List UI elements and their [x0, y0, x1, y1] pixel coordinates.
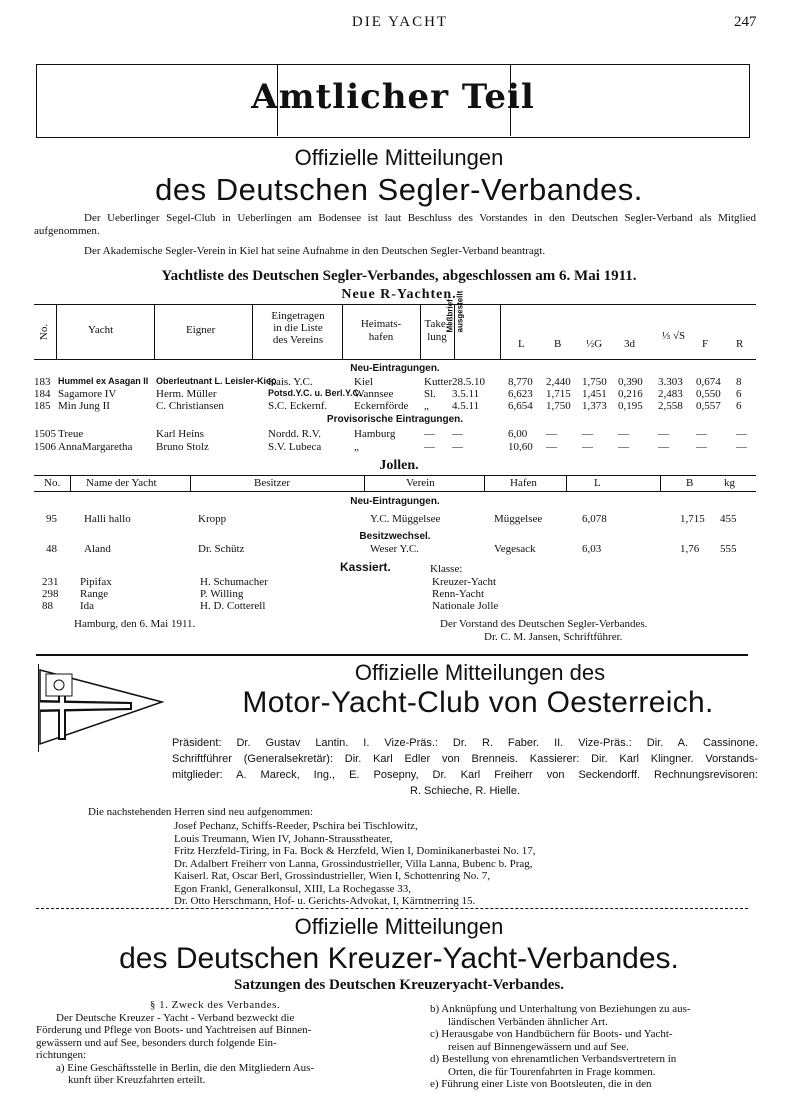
cell-hafen: Hamburg	[354, 428, 396, 440]
cell-F: 0,557	[696, 400, 721, 412]
cell-messbrief: 3.5.11	[452, 388, 480, 400]
cell-takelung: —	[424, 428, 435, 440]
banner-title: Amtlicher Teil	[251, 77, 535, 117]
cell-no: 183	[34, 376, 51, 388]
header-d: 3d	[624, 338, 635, 350]
column-divider	[342, 304, 343, 359]
dsv-paragraph-2: Der Akademische Segler-Verein in Kiel hat seine Aufnahme in den Deutschen Segler-Verband beantragt.	[84, 245, 546, 257]
cell-hafen: „	[354, 441, 359, 453]
header-F: F	[702, 338, 709, 350]
cell-no: 184	[34, 388, 51, 400]
jheader-hafen: Hafen	[510, 477, 537, 489]
section-divider	[36, 908, 748, 909]
section-heading: § 1. Zweck des Verbandes.	[149, 999, 281, 1011]
list-item: Kaiserl. Rat, Oscar Berl, Grossindustrieller, Wien I, Schottenring No. 7,	[174, 870, 491, 882]
cell-yacht: Hummel ex Asagan II	[58, 376, 149, 386]
jheader-B: B	[686, 477, 694, 489]
cell-G: 1,451	[582, 388, 607, 400]
cell-no: 1506	[34, 441, 56, 453]
table-rule	[34, 304, 756, 305]
cell-B: 1,76	[680, 543, 700, 555]
cell-name: Pipifax	[80, 576, 112, 588]
cell-no: 298	[42, 588, 59, 600]
cell-G: —	[582, 441, 593, 453]
header-takelung: Take- lung	[424, 318, 450, 343]
section-divider	[36, 654, 748, 656]
cell-G: 1,373	[582, 400, 607, 412]
myc-heading-2: Motor-Yacht-Club von Oesterreich.	[242, 686, 714, 719]
cell-messbrief: —	[452, 428, 463, 440]
header-yacht: Yacht	[88, 324, 114, 336]
cell-S: 2,483	[658, 388, 683, 400]
jheader-besitzer: Besitzer	[254, 477, 291, 489]
cell-L: 8,770	[508, 376, 533, 388]
cell-hafen: Müggelsee	[494, 513, 543, 525]
jheader-name: Name der Yacht	[86, 477, 157, 489]
page-number: 247	[734, 14, 757, 30]
column-divider	[252, 304, 253, 359]
cell-takelung: —	[424, 441, 435, 453]
cell-no: 185	[34, 400, 51, 412]
header-eingetragen: Eingetragen in die Liste des Vereins	[271, 310, 325, 346]
cell-verein: S.C. Eckernf.	[268, 400, 328, 412]
text-line: Der Deutsche Kreuzer - Yacht - Verband bezweckt die	[56, 1011, 295, 1024]
cell-kg: 455	[720, 513, 737, 525]
cell-yacht: Sagamore IV	[58, 388, 117, 400]
jheader-L: L	[594, 477, 601, 489]
yachtlist-subtitle: Neue R-Yachten.	[341, 287, 457, 302]
cell-R: 8	[736, 376, 742, 388]
cell-B: 1,715	[546, 388, 571, 400]
list-item: Fritz Herzfeld-Tiring, in Fa. Bock & Herzfeld, Wien I, Dominikanerbastei No. 17,	[174, 845, 536, 857]
list-item: Dr. Otto Herschmann, Hof- u. Gerichts-Advokat, I, Kärntnerring 15.	[174, 895, 476, 907]
text-line: d) Bestellung von ehrenamtlichen Verbandsvertretern in	[430, 1053, 677, 1065]
column-divider	[56, 304, 57, 359]
cell-eigner: Karl Heins	[156, 428, 204, 440]
column-divider	[484, 475, 485, 491]
table-rule	[34, 359, 756, 360]
list-item: Josef Pechanz, Schiffs-Reeder, Pschira bei Tischlowitz,	[174, 820, 418, 832]
cell-verein: Kais. Y.C.	[268, 376, 313, 388]
cell-L: 6,00	[508, 428, 528, 440]
cell-messbrief: —	[452, 441, 463, 453]
cell-eigner: Oberleutnant L. Leisler-Kiep	[156, 376, 277, 386]
cell-name: Aland	[84, 543, 111, 555]
table-rule	[34, 491, 756, 492]
cell-F: 0,550	[696, 388, 721, 400]
cell-messbrief: 28.5.10	[452, 376, 485, 388]
cell-klasse: Nationale Jolle	[432, 600, 499, 612]
cell-messbrief: 4.5.11	[452, 400, 480, 412]
text-line: Orten, die für Tourenfahrten in Frage kommen.	[448, 1065, 656, 1078]
cell-besitzer: Kropp	[198, 513, 227, 525]
text-line: reisen auf Binnengewässern und auf See.	[448, 1040, 629, 1053]
klasse-label: Klasse:	[430, 563, 463, 575]
cell-B: —	[546, 441, 557, 453]
dkyv-left-column	[36, 999, 394, 1087]
cell-R: —	[736, 428, 747, 440]
cell-B: 2,440	[546, 376, 571, 388]
cell-no: 95	[46, 513, 57, 525]
cell-verein: S.V. Lubeca	[268, 441, 322, 453]
cell-R: 6	[736, 388, 742, 400]
cell-no: 231	[42, 576, 59, 588]
cell-yacht: Min Jung II	[58, 400, 110, 412]
yachtlist-title: Yachtliste des Deutschen Segler-Verbandes, abgeschlossen am 6. Mai 1911.	[161, 268, 637, 284]
text-line: c) Herausgabe von Handbüchern für Boots- und Yacht-	[430, 1028, 673, 1040]
column-divider	[660, 475, 661, 491]
cell-S: 2,558	[658, 400, 683, 412]
header-R: R	[736, 338, 744, 350]
cell-hafen: Eckernförde	[354, 400, 409, 412]
cell-no: 1505	[34, 428, 56, 440]
header-L: L	[518, 338, 525, 350]
cell-klasse: Renn-Yacht	[432, 588, 485, 600]
cell-eigner: C. Christiansen	[156, 400, 224, 412]
cell-name: Ida	[80, 600, 95, 612]
section-provisorisch: Provisorische Eintragungen.	[326, 414, 464, 425]
cell-d: 0,216	[618, 388, 643, 400]
header-messbrief: Meßbrief ausgestellt	[445, 290, 465, 333]
date-line: Hamburg, den 6. Mai 1911.	[74, 618, 196, 630]
list-item: Louis Treumann, Wien IV, Johann-Strausstheater,	[174, 832, 393, 845]
cell-L: 10,60	[508, 441, 533, 453]
cell-R: 6	[736, 400, 742, 412]
cell-kg: 555	[720, 543, 737, 555]
cell-verein: Potsd.Y.C. u. Berl.Y.C.	[268, 388, 362, 398]
section-neu-eintragungen: Neu-Eintragungen.	[350, 363, 440, 374]
dsv-heading-2: des Deutschen Segler-Verbandes.	[155, 172, 643, 207]
cell-d: 0,195	[618, 400, 643, 412]
cell-verein: Weser Y.C.	[370, 543, 419, 555]
column-divider	[154, 304, 155, 359]
text-line: e) Führung einer Liste von Bootsleuten, die in den	[430, 1078, 652, 1090]
cell-d: —	[618, 428, 629, 440]
signature-line-2: Dr. C. M. Jansen, Schriftführer.	[484, 631, 623, 643]
cell-hafen: Vegesack	[494, 543, 536, 555]
text-line: b) Anknüpfung und Unterhaltung von Beziehungen zu aus-	[430, 1003, 691, 1015]
column-divider	[70, 475, 71, 491]
cell-R: —	[736, 441, 747, 453]
jheader-verein: Verein	[406, 477, 435, 489]
header-eigner: Eigner	[186, 324, 216, 336]
header-S: ⅓ √S	[662, 330, 686, 342]
column-divider	[566, 475, 567, 491]
cell-B: 1,715	[680, 513, 705, 525]
cell-L: 6,623	[508, 388, 533, 400]
header-heimatshafen: Heimats- hafen	[360, 318, 402, 343]
cell-yacht: AnnaMargaretha	[58, 441, 133, 453]
dsv-heading-1: Offizielle Mitteilungen	[294, 145, 504, 170]
dkyv-subtitle: Satzungen des Deutschen Kreuzeryacht-Verbandes.	[234, 977, 564, 993]
cell-F: 0,674	[696, 376, 721, 388]
jollen-title: Jollen.	[379, 458, 419, 473]
list-item: Dr. Adalbert Freiherr von Lanna, Grossindustrieller, Villa Lanna, Bubenc b. Prag,	[174, 857, 533, 870]
section-besitzwechsel: Besitzwechsel.	[359, 531, 431, 542]
header-B: B	[554, 338, 562, 350]
column-divider	[364, 475, 365, 491]
header-G: ½G	[586, 338, 603, 350]
jheader-kg: kg	[724, 477, 735, 489]
section-kassiert: Kassiert.	[340, 560, 391, 574]
cell-besitzer: P. Willing	[200, 588, 244, 600]
cell-no: 48	[46, 543, 57, 555]
text-line: richtungen:	[36, 1049, 87, 1061]
cell-hafen: Wannsee	[354, 388, 394, 400]
header-no: No.	[38, 323, 51, 341]
cell-G: —	[582, 428, 593, 440]
section-neu-eintragungen: Neu-Eintragungen.	[350, 496, 440, 507]
cell-besitzer: H. D. Cotterell	[200, 600, 266, 612]
banner-box	[36, 64, 750, 138]
cell-hafen: Kiel	[354, 376, 373, 388]
dkyv-heading-2: des Deutschen Kreuzer-Yacht-Verbandes.	[119, 942, 679, 975]
cell-B: —	[546, 428, 557, 440]
cell-takelung: Kutter	[424, 376, 453, 388]
member-list	[174, 820, 754, 908]
cell-L: 6,03	[582, 543, 602, 555]
cell-name: Halli hallo	[84, 513, 131, 525]
jheader-no: No.	[44, 477, 61, 489]
myc-heading-1: Offizielle Mitteilungen des	[354, 660, 606, 685]
dsv-paragraph-1: Der Ueberlinger Segel-Club in Ueberlingen am Bodensee ist laut Beschluss des Vorstandes in den Deutschen Segler-Verband als Mitglied aufgenommen.	[34, 212, 756, 237]
cell-eigner: Herm. Müller	[156, 388, 217, 400]
text-line: kunft über Kreuzfahrten erteilt.	[68, 1074, 206, 1086]
column-divider	[190, 475, 191, 491]
text-line: a) Eine Geschäftsstelle in Berlin, die den Mitgliedern Aus-	[56, 1061, 315, 1074]
dkyv-heading-1: Offizielle Mitteilungen	[294, 914, 504, 939]
jollen-table	[34, 475, 756, 643]
cell-L: 6,654	[508, 400, 533, 412]
cell-G: 1,750	[582, 376, 607, 388]
text-line: Förderung und Pflege von Boots- und Yachtreisen auf Binnen-	[36, 1024, 312, 1036]
cell-L: 6,078	[582, 513, 607, 525]
cell-verein: Nordd. R.V.	[268, 428, 321, 440]
myc-board: Präsident: Dr. Gustav Lantin. I. Vize-Präs.: Dr. R. Faber. II. Vize-Präs.: Dir. A. Cassinone. Schriftführer (Generalsekretär): Dir. Karl Edler von Brenneis. Kassierer: Dir. Karl Klingner. Vorstands- mitglieder: A. Mareck, Ing., E. Posepny, Dr. Karl Freiherr von Seckendorff. Rechnungsrevisoren: R. Schieche, R. Hielle.	[172, 737, 758, 797]
cell-d: 0,390	[618, 376, 643, 388]
cell-no: 88	[42, 600, 53, 612]
text-line: ländischen Verbänden ähnlicher Art.	[448, 1015, 608, 1028]
cell-klasse: Kreuzer-Yacht	[432, 576, 497, 588]
table-rule	[34, 475, 756, 476]
cell-S: —	[658, 441, 669, 453]
list-item: Egon Frankl, Generalkonsul, XIII, La Rochegasse 33,	[174, 882, 412, 895]
cell-B: 1,750	[546, 400, 571, 412]
journal-title: DIE YACHT	[351, 14, 449, 30]
cell-d: —	[618, 441, 629, 453]
cell-S: —	[658, 428, 669, 440]
column-divider	[500, 304, 501, 359]
cell-eigner: Bruno Stolz	[156, 441, 209, 453]
cell-besitzer: H. Schumacher	[200, 576, 268, 588]
cell-takelung: Sl.	[424, 388, 436, 400]
cell-name: Range	[80, 588, 109, 600]
cell-F: —	[696, 441, 707, 453]
cell-F: —	[696, 428, 707, 440]
signature-line-1: Der Vorstand des Deutschen Segler-Verbandes.	[440, 618, 648, 630]
myc-intro: Die nachstehenden Herren sind neu aufgenommen:	[88, 806, 314, 818]
cell-yacht: Treue	[58, 428, 84, 440]
cell-S: 3.303	[658, 376, 683, 388]
cell-verein: Y.C. Müggelsee	[370, 513, 441, 525]
cell-takelung: „	[424, 400, 429, 412]
text-line: gewässern und auf See, besonders durch folgende Ein-	[36, 1036, 277, 1049]
club-flag-icon	[38, 662, 166, 752]
dkyv-right-column	[430, 1003, 760, 1091]
cell-besitzer: Dr. Schütz	[198, 543, 245, 555]
